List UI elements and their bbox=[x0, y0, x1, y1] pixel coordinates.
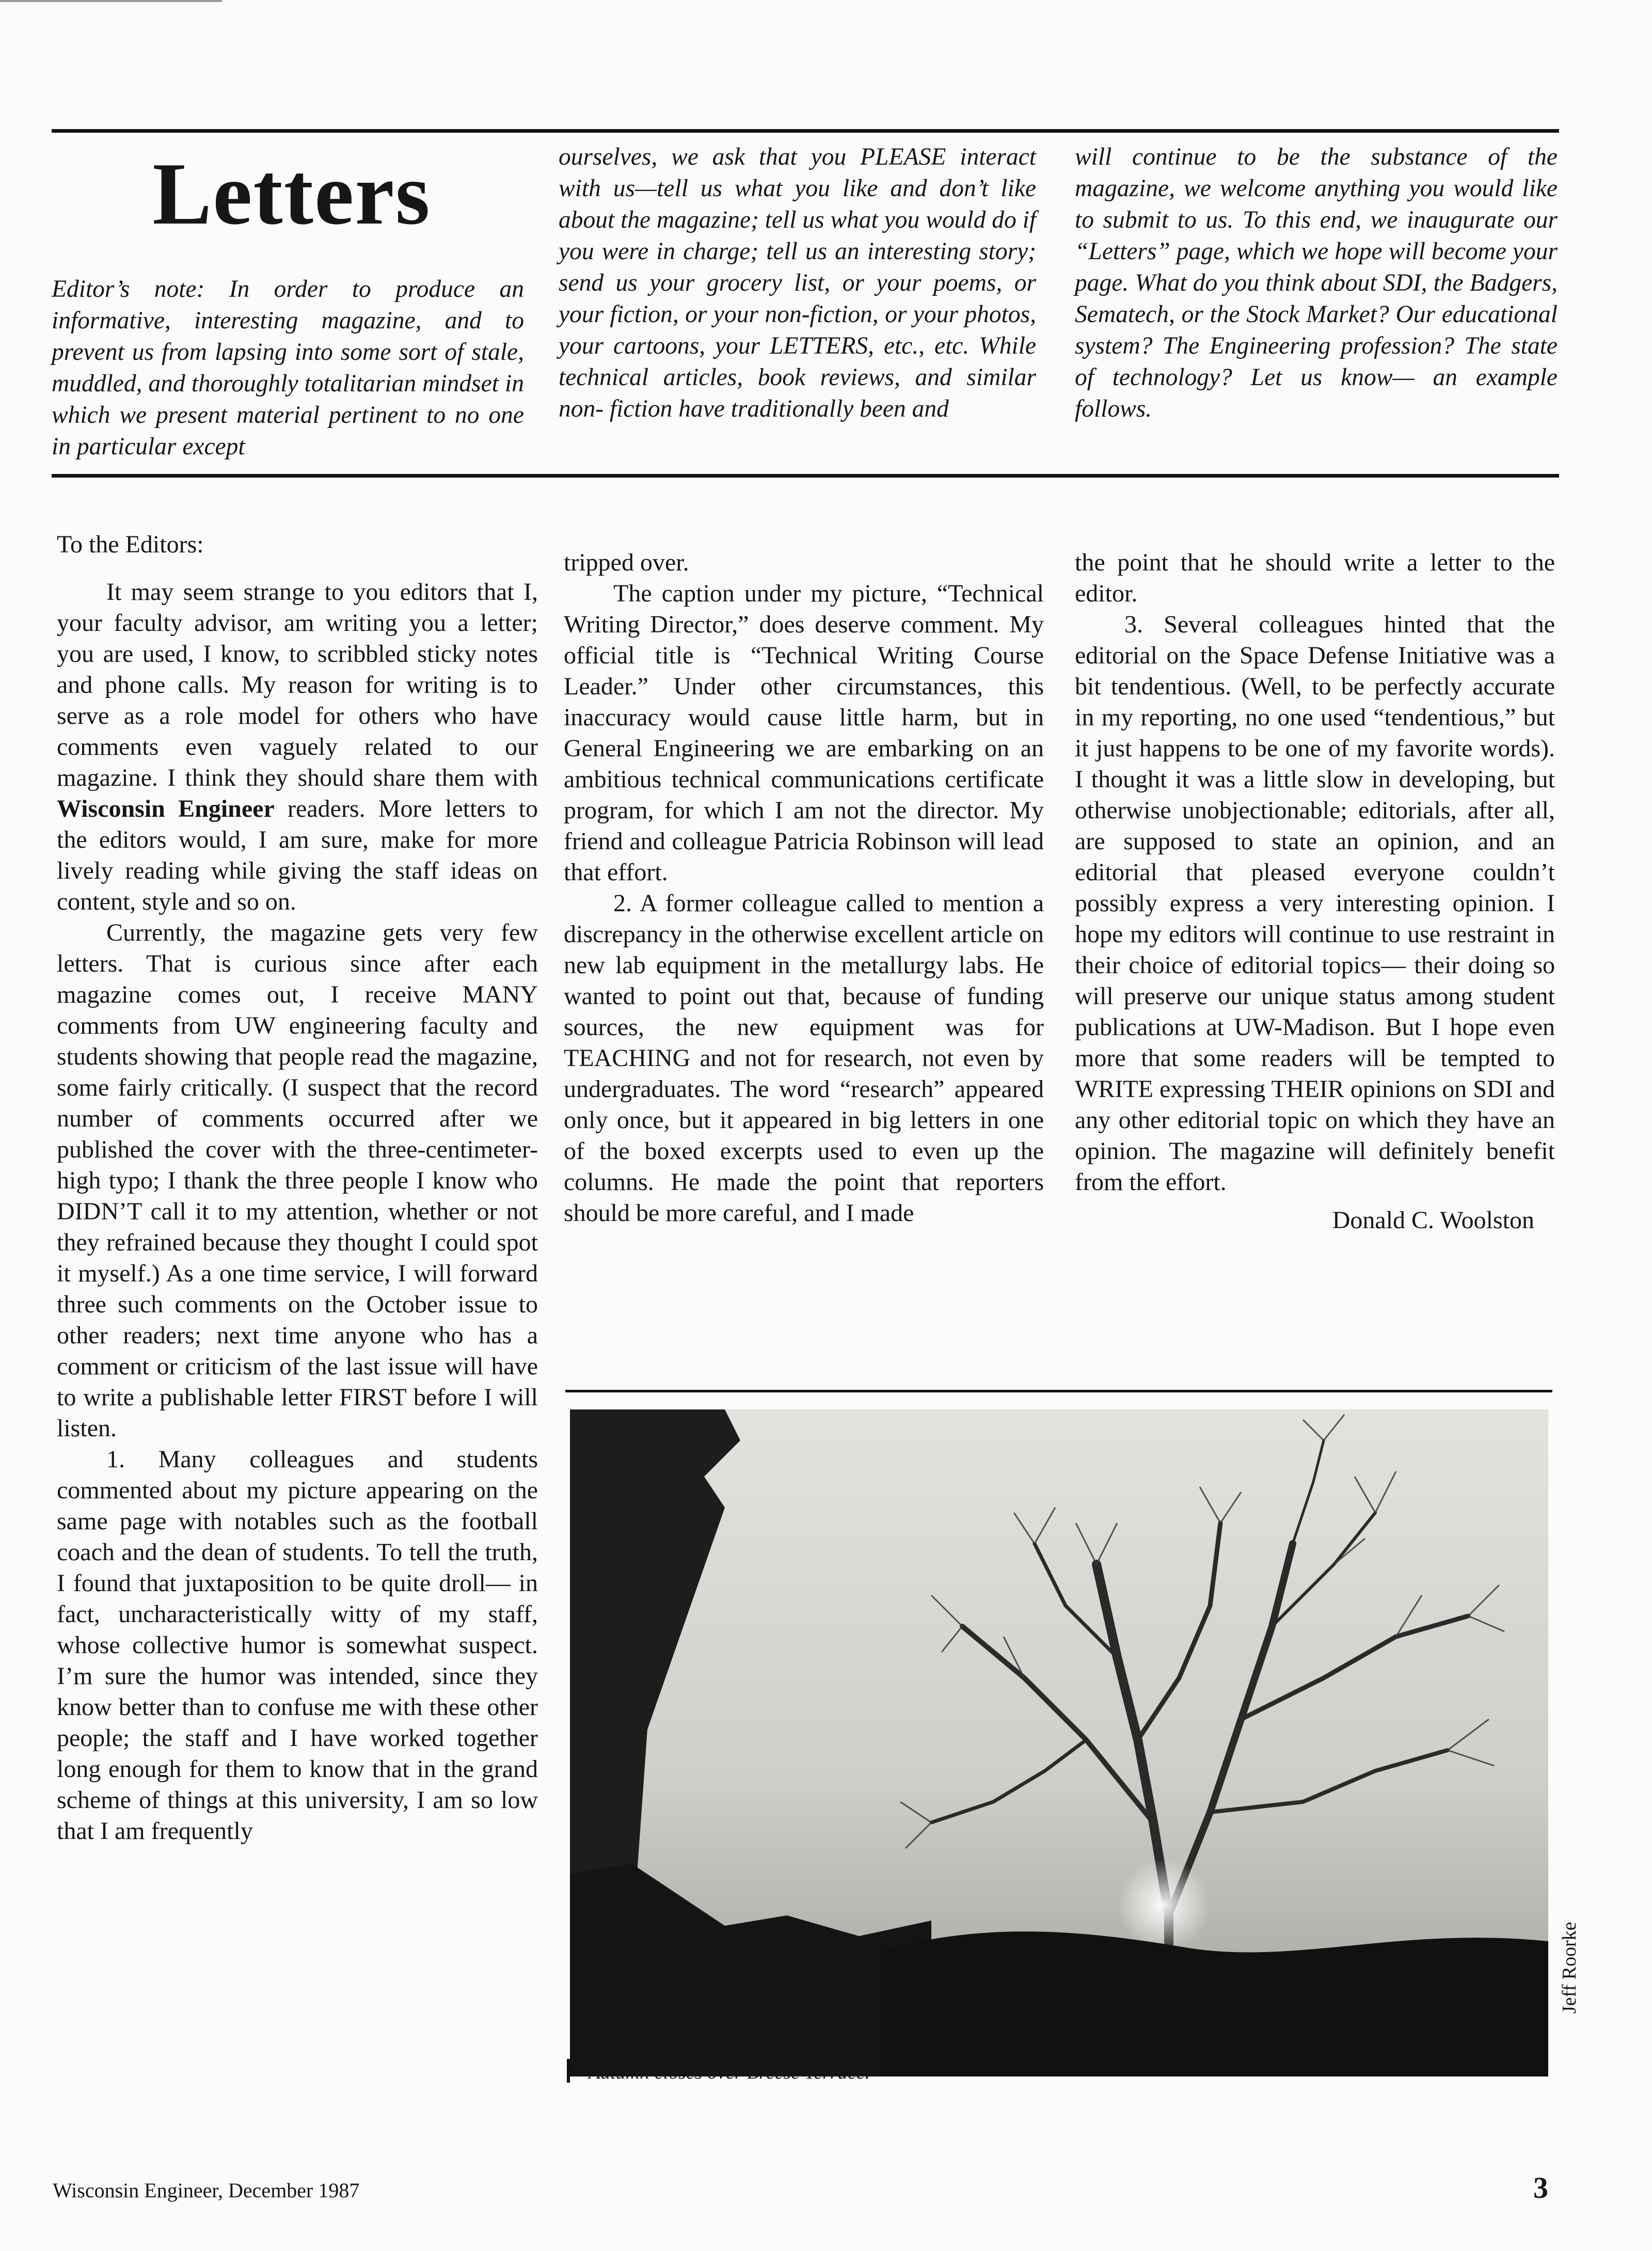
photo-breese-terrace bbox=[570, 1409, 1548, 2076]
letter-paragraph-3: 1. Many colleagues and students commented about my picture appearing on the same page with notables such as the football coach and the dean of students. To tell the truth, I found that juxtaposition to be quite droll— in fact, uncharacteristically witty of my staff, whose collective humor is somewhat suspect. I’m sure the humor was intended, since they know better than to confuse me with these other people; the staff and I have worked together long enough for them to know that in the grand scheme of things at this university, I am so low that I am frequently bbox=[57, 1446, 538, 1845]
letter-column-3 bbox=[1075, 547, 1555, 1236]
page-number: 3 bbox=[1533, 2171, 1548, 2205]
photo-credit: Jeff Roorke bbox=[1559, 1922, 1580, 2014]
photo-illustration bbox=[570, 1409, 1548, 2076]
letter-paragraph-2: Currently, the magazine gets very few letters. That is curious since after each magazine comes out, I receive MANY comments from UW engineering faculty and students showing that people read the magazine, some fairly critically. (I suspect that the record number of comments occurred after we published the cover with the three-centimeter-high typo; I thank the three people I know who DIDN’T call it to my attention, whether or not they refrained because they thought I could spot it myself.) As a one time service, I will forward three such comments on the October issue to other readers; next time anyone who has a comment or criticism of the last issue will have to write a publishable letter FIRST before I will listen. bbox=[57, 919, 538, 1442]
p1-text-b: readers. More letters to the editors would, I am sure, make for more lively reading while giving the staff ideas on content, style and so on. bbox=[57, 795, 538, 915]
letter-column-1 bbox=[57, 529, 538, 1847]
letter-paragraph-1 bbox=[57, 577, 538, 917]
editors-note-column-1: Editor’s note: In order to produce an informative, interesting magazine, and to prevent us from lapsing into some sort of stale, muddled, and thoroughly totalitarian mindset in which we present material pertinent to no one in particular except bbox=[52, 276, 524, 460]
scan-mark bbox=[0, 0, 222, 2]
letter-column-2 bbox=[564, 547, 1044, 1229]
editors-note-column-3: will continue to be the substance of the magazine, we welcome anything you would like to submit to us. To this end, we inaugurate our “Letters” page, which we hope will become your page. What do you think about SDI, the Badgers, Sematech, or the Stock Market? Our educational system? The Engineering profession? The state of technology? Let us know— an example follows. bbox=[1075, 144, 1558, 422]
caption-marker bbox=[567, 2059, 570, 2083]
page-title: Letters bbox=[152, 145, 431, 243]
letter-paragraph-5-continued: the point that he should write a letter to the editor. bbox=[1075, 549, 1555, 607]
letter-signature: Donald C. Woolston bbox=[1332, 1207, 1534, 1234]
p1-text-a: It may seem strange to you editors that I, your faculty advisor, am writing you a letter; you are used, I know, to scribbled sticky notes and phone calls. My reason for writing is to serve as a role model for others who have comments even vaguely related to our magazine. I think they should share them with bbox=[57, 578, 538, 791]
header-top-rule bbox=[52, 129, 1559, 133]
letter-salutation: To the Editors: bbox=[57, 531, 204, 558]
photo-caption: Autumn closes over Breese Terrace. bbox=[589, 2062, 870, 2083]
footer-publication: Wisconsin Engineer, December 1987 bbox=[53, 2179, 360, 2202]
editors-note-column-2: ourselves, we ask that you PLEASE interact with us—tell us what you like and don’t like about the magazine; tell us what you would do if you were in charge; tell us an interesting story; send us your grocery list, or your poems, or your fiction, or your non-fiction, or your photos, your cartoons, your LETTERS, etc., etc. While technical articles, book reviews, and similar non- fiction have traditionally been and bbox=[559, 144, 1036, 422]
photo-top-rule bbox=[565, 1390, 1552, 1392]
letter-paragraph-4: The caption under my picture, “Technical Writing Director,” does deserve comment. My official title is “Technical Writing Course Leader.” Under other circumstances, this inaccuracy would cause little harm, but in General Engineering we are embarking on an ambitious technical communications certificate program, for which I am not the director. My friend and colleague Patricia Robinson will lead that effort. bbox=[564, 580, 1044, 886]
letter-paragraph-3-continued: tripped over. bbox=[564, 549, 689, 576]
letter-paragraph-5: 2. A former colleague called to mention a discrepancy in the otherwise excellent article on new lab equipment in the metallurgy labs. He wanted to point out that, because of funding sources, the new equipment was for TEACHING and not for research, not even by undergraduates. The word “research” appeared only once, but it appeared in big letters in one of the boxed excerpts used to even up the columns. He made the point that reporters should be more careful, and I made bbox=[564, 890, 1044, 1227]
header-bottom-rule bbox=[52, 474, 1559, 478]
letter-paragraph-6: 3. Several colleagues hinted that the editorial on the Space Defense Initiative was a bit tendentious. (Well, to be perfectly accurate in my reporting, no one used “tendentious,” but it just happens to be one of my favorite words). I thought it was a little slow in developing, but otherwise unobjectionable; editorials, after all, are supposed to state an opinion, and an editorial that pleased everyone couldn’t possibly express a very interesting opinion. I hope my editors will continue to use restraint in their choice of editorial topics— their doing so will preserve our unique status among student publications at UW-Madison. But I hope even more that some readers will be tempted to WRITE expressing THEIR opinions on SDI and any other editorial topic on which they have an opinion. The magazine will definitely benefit from the effort. bbox=[1075, 611, 1555, 1196]
magazine-name: Wisconsin Engineer bbox=[57, 795, 275, 822]
